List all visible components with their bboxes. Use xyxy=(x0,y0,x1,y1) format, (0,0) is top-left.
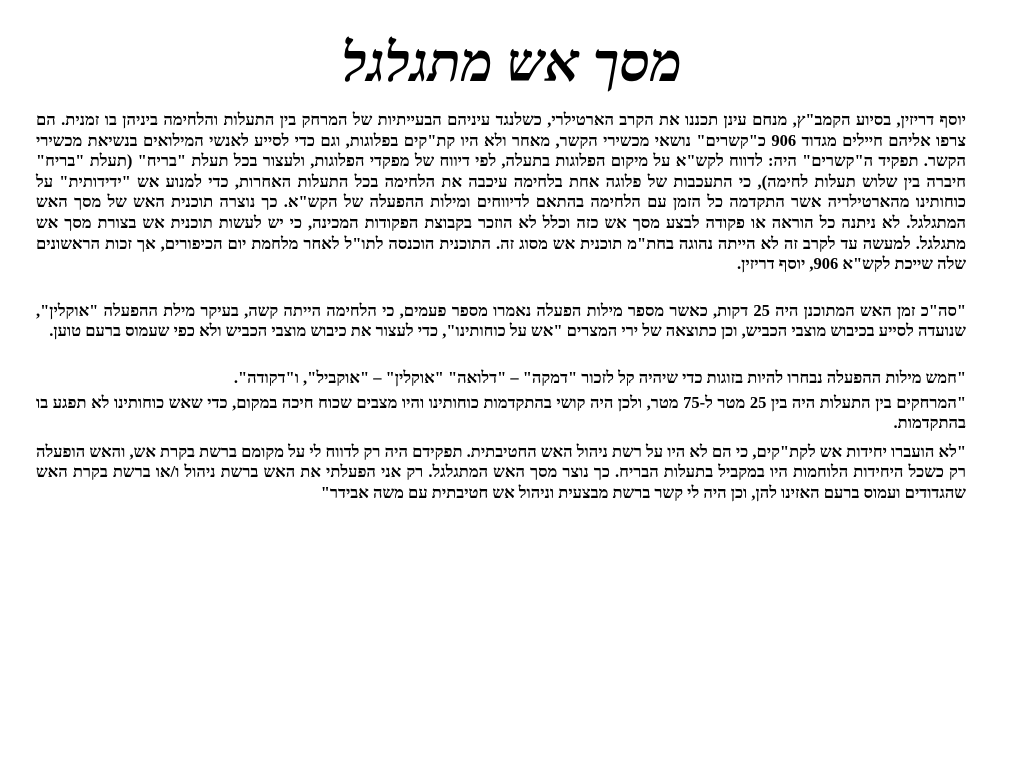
slide-title: מסך אש מתגלגל xyxy=(341,33,683,93)
paragraph-2: "סה"כ זמן האש המתוכנן היה 25 דקות, כאשר מספר מילות הפעלה נאמרו מספר פעמים, כי הלחימה הייתה קשה, בעיקר מילת ההפעלה "אוקלין", שנועדה לסייע בכיבוש מוצבי הכביש, וכן כתוצאה של ירי המצרים "אש על כוחותינו", כדי לעצור את כיבוש מוצבי הכביש ולא כפי שעמוס ברעם טוען. xyxy=(36,300,966,341)
paragraph-1: יוסף דריזין, בסיוע הקמב"ץ, מנחם עינן תכננו את הקרב הארטילרי, כשלנגד עיניהם הבעייתיות של המרחק בין התעלות והלחימה ביניהן בו זמנית. הם צרפו אליהם חיילים מגדוד 906 כ"קשרים" נושאי מכשירי הקשר, מאחר ולא היו קת"קים בפלוגות, וגם כדי לסייע לאנשי המילואים בנשיאת מכשירי הקשר. תפקיד ה"קשרים" היה: לדווח לקש"א על מיקום הפלוגות בתעלה, לפי דיווח של מפקדי הפלוגות, ולעצור בכל תעלת "בריח" (תעלת "בריח" חיברה בין שלוש תעלות לחימה), כי התעכבות של פלוגה אחת בלחימה עיכבה את הלחימה בכל התעלות האחרות, כדי למנוע אש "ידידותית" על כוחותינו מהארטילריה אשר התקדמה כל הזמן עם הלחימה בהתאם לדיווחים ומילות ההפעלה של הקש"א. כך נוצרה תוכנית האש של מסך האש המתגלגל. לא ניתנה כל הוראה או פקודה לבצע מסך אש כזה וכלל לא הוזכר בקבוצת הפקודות המכינה, כי יש לעשות תוכנית אש בצורת מסך אש מתגלגל. למעשה עד לקרב זה לא הייתה נהוגה בחת"מ תוכנית אש מסוג זה. התוכנית הוכנסה לתו"ל לאחר מלחמת יום הכיפורים, אך זכות הראשונים שלה שייכת לקש"א 906, יוסף דריזין. xyxy=(36,110,966,274)
paragraph-5: "לא הועברו יחידות אש לקת"קים, כי הם לא היו על רשת ניהול האש החטיבתית. תפקידם היה רק לדווח לי על מקומם ברשת בקרת אש, והאש הופעלה רק כשכל היחידות הלוחמות היו במקביל בתעלות הבריח. כך נוצר מסך האש המתגלגל. רק אני הפעלתי את האש ברשת ניהול ו/או ברשת בקרת האש שהגדודים ועמוס ברעם האזינו להן, וכן היה לי קשר ברשת מבצעית וניהול אש חטיבתית עם משה אבידר" xyxy=(36,441,966,502)
slide-body xyxy=(36,110,988,504)
paragraph-4: "המרחקים בין התעלות היה בין 25 מטר ל-75 מטר, ולכן היה קושי בהתקדמות כוחותינו והיו מצבים שכוח חיכה במקום, כדי שאש כוחותינו לא תפגע בו בהתקדמות. xyxy=(36,392,966,433)
paragraph-3: "חמש מילות ההפעלה נבחרו להיות בזוגות כדי שיהיה קל לזכור "דמקה" – "דלואה" "אוקלין" – "אוקביל", ו"דקודה". xyxy=(233,367,966,387)
